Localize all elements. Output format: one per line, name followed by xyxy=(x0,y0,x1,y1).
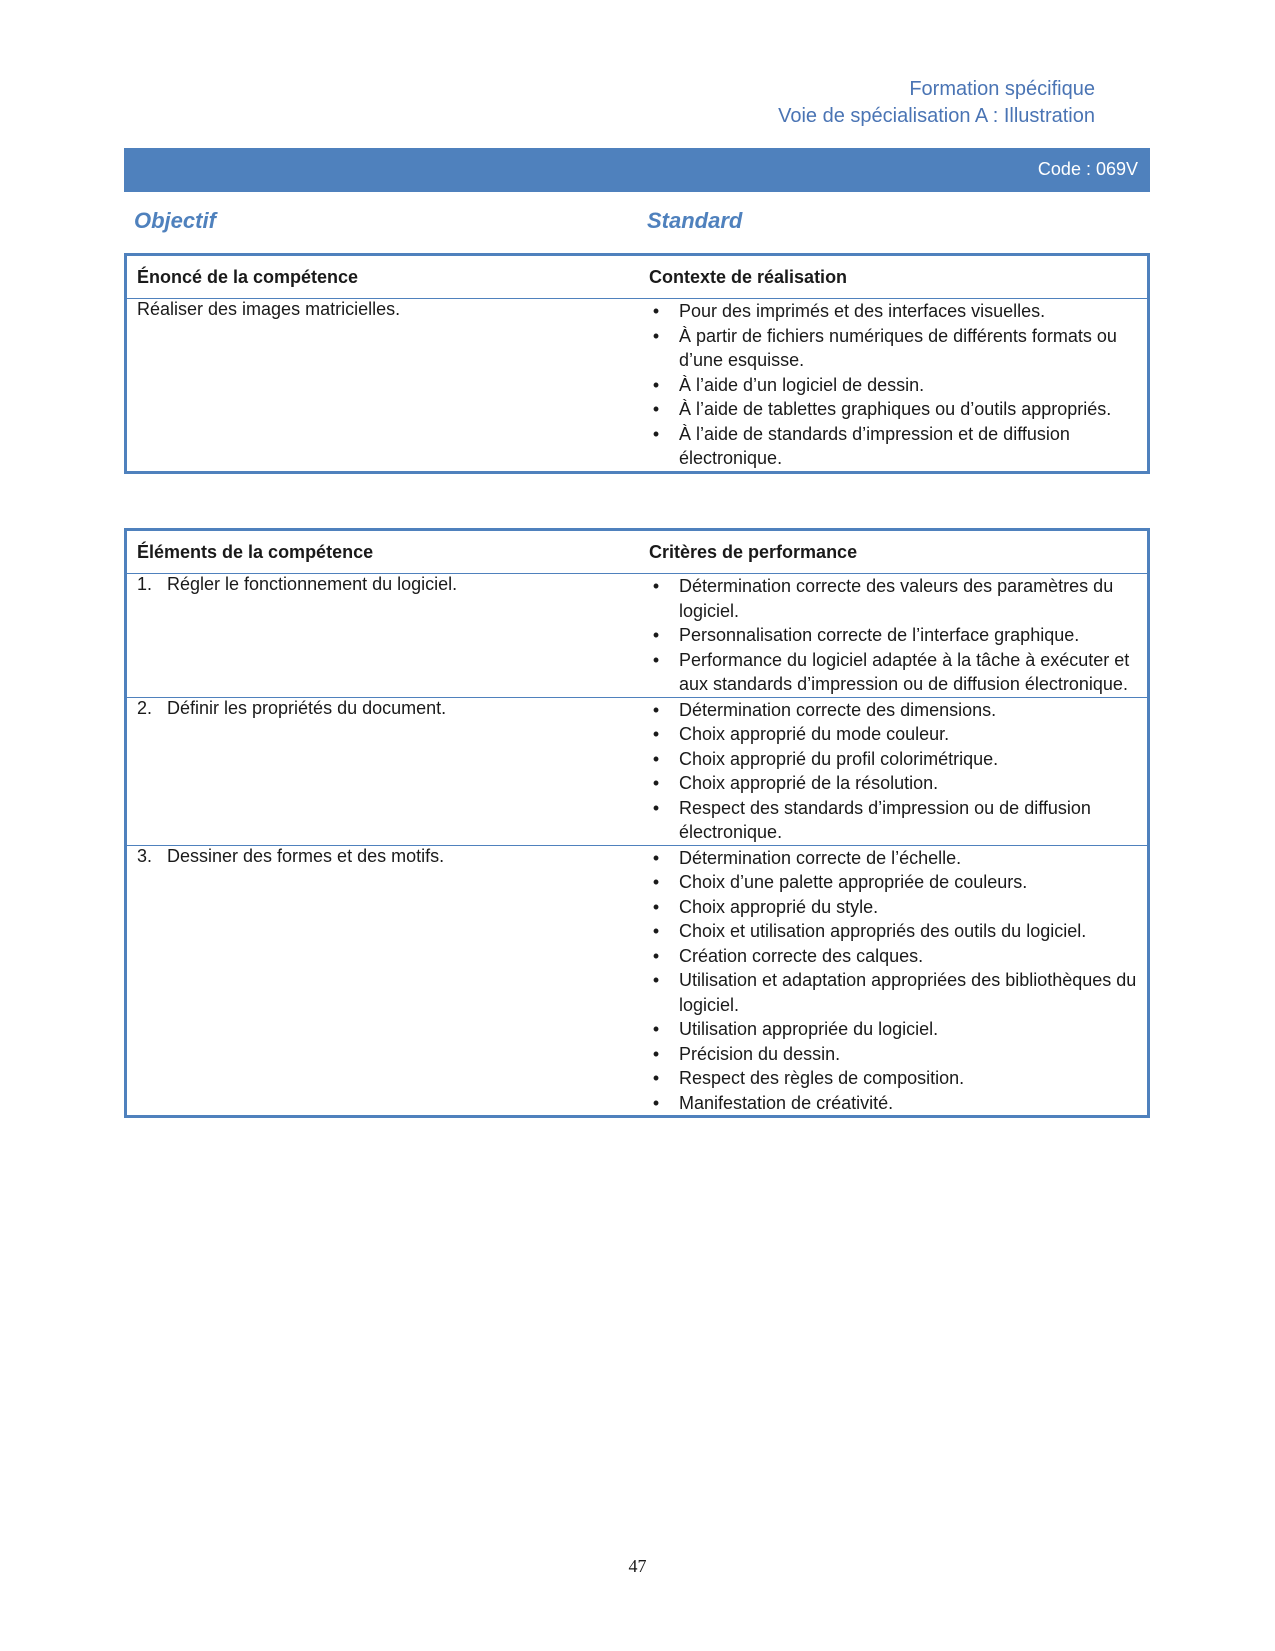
bullet-icon: • xyxy=(652,1092,660,1113)
criteres-cell xyxy=(649,574,1149,698)
element-number: 1. xyxy=(137,574,153,594)
critere-text: Création correcte des calques. xyxy=(679,945,924,966)
contexte-text: À l’aide de standards d’impression et de diffusion électronique. xyxy=(679,423,1070,468)
contexte-text: À l’aide d’un logiciel de dessin. xyxy=(679,374,925,395)
bullet-icon: • xyxy=(652,699,660,720)
critere-text: Choix approprié du mode couleur. xyxy=(679,724,950,744)
bullet-icon: • xyxy=(652,423,660,444)
criteres-cell xyxy=(649,845,1149,1117)
bullet-icon: • xyxy=(652,1068,660,1088)
critere-text: Choix approprié de la résolution. xyxy=(679,773,939,793)
critere-item xyxy=(649,574,1137,623)
standard-label: Standard xyxy=(647,208,743,233)
critere-item xyxy=(649,870,1137,895)
element-cell xyxy=(126,845,650,1117)
critere-text: Choix approprié du style. xyxy=(679,896,879,917)
bullet-icon: • xyxy=(652,872,660,892)
contexte-item xyxy=(649,422,1137,471)
criteres-list xyxy=(649,574,1137,697)
critere-text: Utilisation et adaptation appropriées des bibliothèques du logiciel. xyxy=(679,970,1137,1015)
page-number: 47 xyxy=(628,1556,647,1576)
critere-item xyxy=(649,919,1137,944)
bullet-icon: • xyxy=(652,896,660,917)
bullet-icon: • xyxy=(652,748,660,769)
critere-item xyxy=(649,944,1137,969)
bullet-icon: • xyxy=(652,970,660,990)
critere-item xyxy=(649,796,1137,845)
critere-text: Utilisation appropriée du logiciel. xyxy=(679,1019,939,1039)
criteres-list xyxy=(649,698,1137,845)
critere-text: Personnalisation correcte de l’interface graphique. xyxy=(679,625,1080,645)
element-row xyxy=(126,697,1149,845)
criteres-header: Critères de performance xyxy=(649,530,1149,574)
critere-item xyxy=(649,722,1137,747)
bullet-icon: • xyxy=(652,325,660,346)
elements-table xyxy=(124,528,1150,1118)
critere-item xyxy=(649,846,1137,871)
critere-text: Détermination correcte de l’échelle. xyxy=(679,847,962,868)
enonce-text: Réaliser des images matricielles. xyxy=(137,299,401,319)
competence-table-header xyxy=(126,255,1149,299)
elements-table-header xyxy=(126,530,1149,574)
critere-text: Précision du dessin. xyxy=(679,1043,841,1064)
bullet-icon: • xyxy=(652,1043,660,1064)
critere-text: Choix d’une palette appropriée de couleurs. xyxy=(679,872,1028,892)
critere-item xyxy=(649,1042,1137,1067)
bullet-icon: • xyxy=(652,797,660,818)
contexte-header: Contexte de réalisation xyxy=(649,255,1149,299)
critere-item xyxy=(649,1066,1137,1091)
element-label: Définir les propriétés du document. xyxy=(167,697,447,718)
element-row xyxy=(126,574,1149,698)
element-number: 3. xyxy=(137,845,153,866)
elements-header: Éléments de la compétence xyxy=(126,530,650,574)
contexte-item xyxy=(649,299,1137,324)
element-label: Régler le fonctionnement du logiciel. xyxy=(167,574,458,594)
header-voie: Voie de spécialisation A : Illustration xyxy=(778,105,1095,127)
element-row xyxy=(126,845,1149,1117)
enonce-header: Énoncé de la compétence xyxy=(126,255,650,299)
contexte-list xyxy=(649,299,1137,471)
enonce-cell xyxy=(126,299,650,473)
bullet-icon: • xyxy=(652,921,660,941)
bullet-icon: • xyxy=(652,724,660,744)
contexte-item xyxy=(649,373,1137,398)
critere-item xyxy=(649,747,1137,772)
document-header xyxy=(778,76,1095,130)
critere-item xyxy=(649,968,1137,1017)
header-formation: Formation spécifique xyxy=(909,78,1095,100)
bullet-icon: • xyxy=(652,301,660,321)
critere-text: Manifestation de créativité. xyxy=(679,1092,894,1113)
bullet-icon: • xyxy=(652,773,660,793)
element-label: Dessiner des formes et des motifs. xyxy=(167,845,445,866)
competence-row xyxy=(126,299,1149,473)
objectif-label: Objectif xyxy=(134,208,216,233)
criteres-list xyxy=(649,846,1137,1116)
element-cell xyxy=(126,574,650,698)
code-label: Code : 069V xyxy=(1037,159,1138,179)
critere-item xyxy=(649,771,1137,796)
critere-text: Détermination correcte des valeurs des paramètres du logiciel. xyxy=(679,576,1114,621)
bullet-icon: • xyxy=(652,649,660,670)
critere-item xyxy=(649,895,1137,920)
critere-item xyxy=(649,623,1137,648)
contexte-text: Pour des imprimés et des interfaces visuelles. xyxy=(679,301,1046,321)
competence-table xyxy=(124,253,1150,474)
bullet-icon: • xyxy=(652,576,660,596)
critere-item xyxy=(649,698,1137,723)
bullet-icon: • xyxy=(652,399,660,419)
code-bar xyxy=(124,148,1150,192)
bullet-icon: • xyxy=(652,1019,660,1039)
critere-item xyxy=(649,648,1137,697)
critere-item xyxy=(649,1017,1137,1042)
element-number: 2. xyxy=(137,697,153,718)
contexte-item xyxy=(649,397,1137,422)
bullet-icon: • xyxy=(652,374,660,395)
criteres-cell xyxy=(649,697,1149,845)
bullet-icon: • xyxy=(652,625,660,645)
contexte-item xyxy=(649,324,1137,373)
critere-text: Choix et utilisation appropriés des outils du logiciel. xyxy=(679,921,1087,941)
contexte-text: À partir de fichiers numériques de différents formats ou d’une esquisse. xyxy=(679,325,1117,370)
contexte-cell xyxy=(649,299,1149,473)
contexte-text: À l’aide de tablettes graphiques ou d’outils appropriés. xyxy=(679,399,1112,419)
critere-text: Détermination correcte des dimensions. xyxy=(679,699,997,720)
bullet-icon: • xyxy=(652,847,660,868)
critere-text: Performance du logiciel adaptée à la tâche à exécuter et aux standards d’impression ou de diffusion électronique. xyxy=(679,649,1130,694)
bullet-icon: • xyxy=(652,945,660,966)
critere-item xyxy=(649,1091,1137,1116)
critere-text: Respect des règles de composition. xyxy=(679,1068,965,1088)
section-labels xyxy=(134,208,1144,236)
critere-text: Choix approprié du profil colorimétrique. xyxy=(679,748,999,769)
critere-text: Respect des standards d’impression ou de diffusion électronique. xyxy=(679,797,1091,842)
element-cell xyxy=(126,697,650,845)
